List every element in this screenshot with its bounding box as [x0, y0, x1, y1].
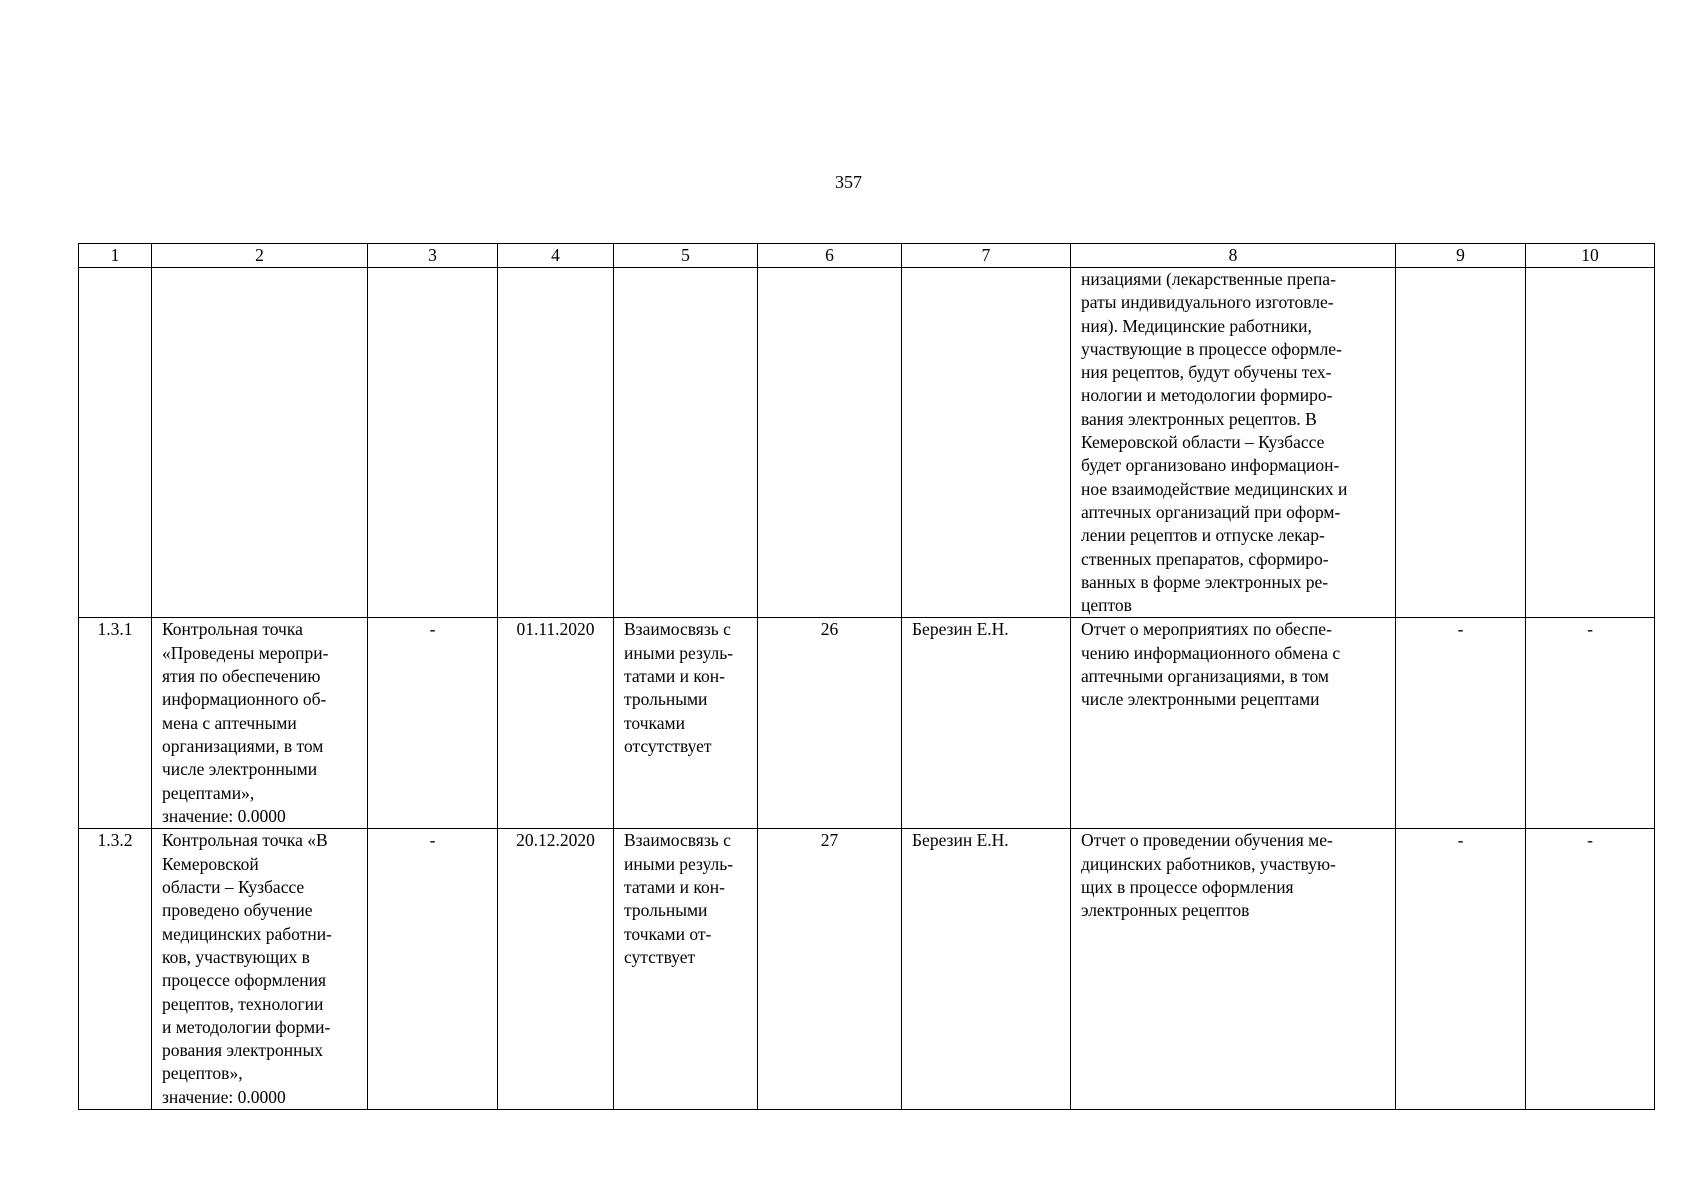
empty-cell [758, 268, 902, 618]
header-col-7: 7 [902, 244, 1071, 268]
document-type-text: Отчет о мероприятиях по обеспе- чению информационного обмена с аптечными организациями, в том числе электронными рецептами [1071, 618, 1396, 829]
table-row [79, 618, 1655, 829]
header-col-9: 9 [1396, 244, 1526, 268]
empty-cell [1396, 268, 1526, 618]
col3-value: - [368, 618, 498, 829]
empty-cell [368, 268, 498, 618]
header-col-4: 4 [498, 244, 614, 268]
responsible-person: Березин Е.Н. [902, 829, 1071, 1110]
page-number: 357 [835, 172, 862, 192]
col6-value: 26 [758, 618, 902, 829]
responsible-person: Березин Е.Н. [902, 618, 1071, 829]
header-col-6: 6 [758, 244, 902, 268]
control-point-name: Контрольная точка «Проведены меропри- ятия по обеспечению информационного об- мена с аптечными организациями, в том числе электронными рецептами», значение: 0.0000 [152, 618, 368, 829]
empty-cell [152, 268, 368, 618]
relation-text: Взаимосвязь с иными резуль- татами и кон- трольными точками от- сутствует [614, 829, 758, 1110]
header-col-1: 1 [79, 244, 152, 268]
col9-value: - [1396, 618, 1526, 829]
relation-text: Взаимосвязь с иными резуль- татами и кон- трольными точками отсутствует [614, 618, 758, 829]
empty-cell [614, 268, 758, 618]
col10-value: - [1526, 618, 1655, 829]
col9-value: - [1396, 829, 1526, 1110]
continuation-result-text: низациями (лекарственные препа- раты индивидуального изготовле- ния). Медицинские работники, участвующие в процессе оформле- ния рецептов, будут обучены тех- нологии и методологии формиро- вания электронных рецептов. В Кемеровской области – Кузбассе будет организовано информацион- ное взаимодействие медицинских и аптечных организаций при оформ- лении рецептов и отпуске лекар- ственных препаратов, сформиро- ванных в форме электронных ре- цептов [1071, 268, 1396, 618]
empty-cell [1526, 268, 1655, 618]
header-col-10: 10 [1526, 244, 1655, 268]
table-row-continuation [79, 268, 1655, 618]
col3-value: - [368, 829, 498, 1110]
empty-cell [79, 268, 152, 618]
row-number: 1.3.2 [79, 829, 152, 1110]
control-points-table [78, 243, 1655, 1110]
table-header-row [79, 244, 1655, 268]
col6-value: 27 [758, 829, 902, 1110]
table-row [79, 829, 1655, 1110]
row-number: 1.3.1 [79, 618, 152, 829]
empty-cell [498, 268, 614, 618]
header-col-2: 2 [152, 244, 368, 268]
header-col-5: 5 [614, 244, 758, 268]
col10-value: - [1526, 829, 1655, 1110]
header-col-8: 8 [1071, 244, 1396, 268]
control-point-name: Контрольная точка «В Кемеровской области – Кузбассе проведено обучение медицинских работни- ков, участвующих в процессе оформления рецептов, технологии и методологии форми- рования электронных рецептов», значение: 0.0000 [152, 829, 368, 1110]
header-col-3: 3 [368, 244, 498, 268]
document-type-text: Отчет о проведении обучения ме- дицинских работников, участвую- щих в процессе оформления электронных рецептов [1071, 829, 1396, 1110]
empty-cell [902, 268, 1071, 618]
date-value: 20.12.2020 [498, 829, 614, 1110]
date-value: 01.11.2020 [498, 618, 614, 829]
